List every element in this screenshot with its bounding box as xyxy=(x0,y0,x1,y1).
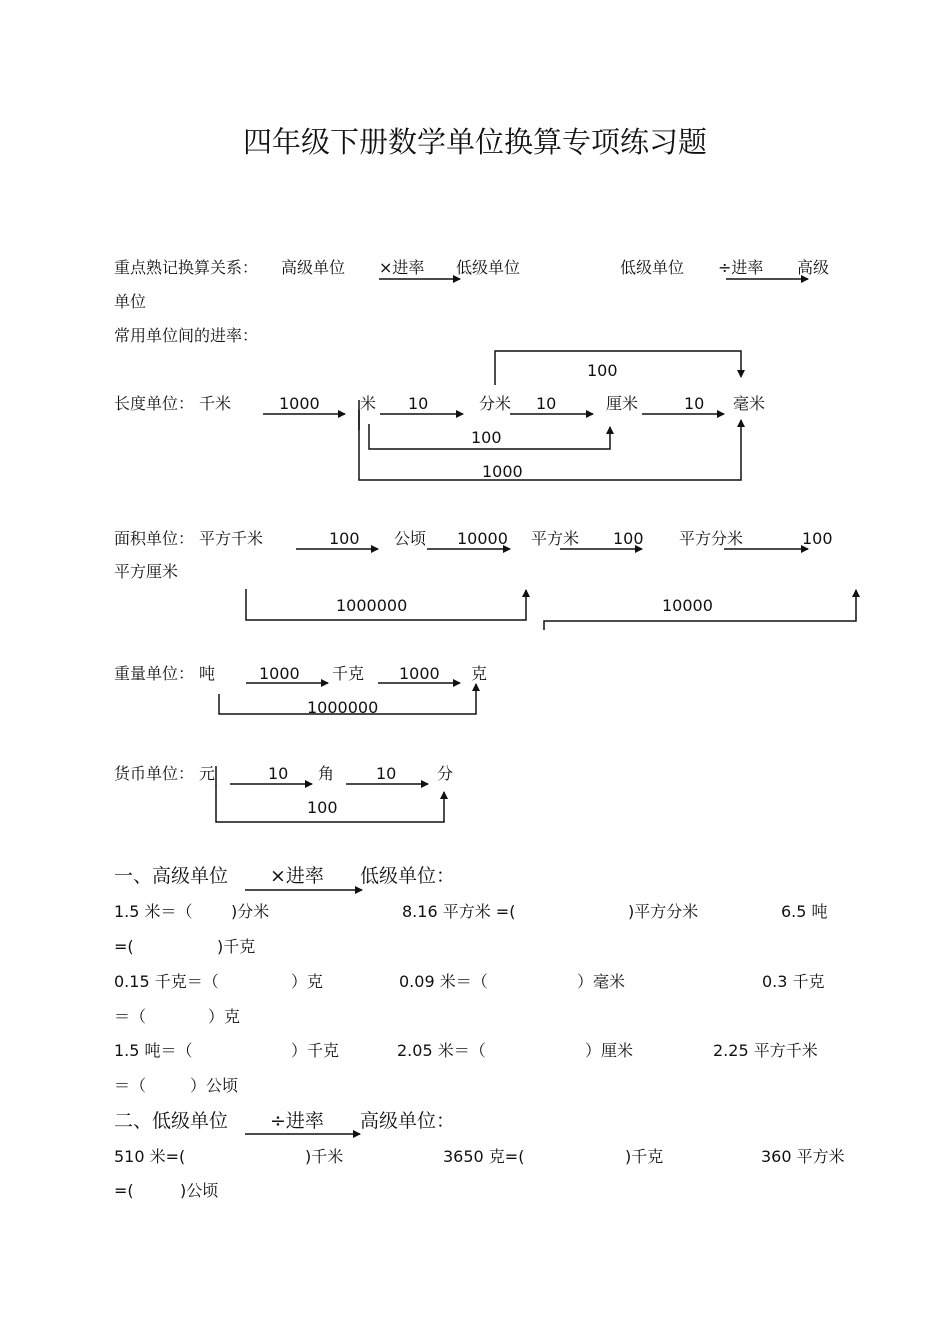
area-unit-hectare: 公顷 xyxy=(394,529,427,548)
area-unit-dm2: 平方分米 xyxy=(679,529,744,548)
money-rate-2: 10 xyxy=(376,764,397,783)
page-title: 四年级下册数学单位换算专项练习题 xyxy=(242,125,707,159)
question-text: 6.5 吨 xyxy=(781,902,828,921)
weight-span: 1000000 xyxy=(307,698,379,717)
question-text: )分米 xyxy=(231,902,270,921)
length-unit-km: 千米 xyxy=(199,394,232,413)
question-text: )千克 xyxy=(625,1147,664,1166)
area-rate-2: 10000 xyxy=(457,529,508,548)
question-text: ）克 xyxy=(208,1007,241,1026)
length-unit-cm: 厘米 xyxy=(606,394,639,413)
section1-heading-low: 低级单位： xyxy=(360,865,456,887)
intro-high-unit-2: 高级 xyxy=(797,258,830,277)
area-unit-m2: 平方米 xyxy=(531,529,580,548)
question-text: 0.3 千克 xyxy=(762,972,825,991)
question-text: )公顷 xyxy=(180,1181,219,1200)
area-label: 面积单位： xyxy=(114,529,195,548)
area-span-2: 10000 xyxy=(662,596,713,615)
question-text: 510 米=( xyxy=(114,1147,186,1166)
bracket-arrow-dm-mm xyxy=(495,351,741,385)
question-text: 1.5 米＝（ xyxy=(114,902,193,921)
intro-low-unit-2: 低级单位 xyxy=(620,258,685,277)
bracket-arrow-m-mm xyxy=(359,410,741,480)
intro-high-unit: 高级单位 xyxy=(281,258,346,277)
question-text: =( xyxy=(114,937,134,956)
area-rate-3: 100 xyxy=(613,529,644,548)
area-span-1: 1000000 xyxy=(336,596,408,615)
question-text: ）厘米 xyxy=(585,1041,634,1060)
area-rate-4: 100 xyxy=(802,529,833,548)
money-span: 100 xyxy=(307,798,338,817)
weight-label: 重量单位： xyxy=(114,664,195,683)
question-text: ）克 xyxy=(291,972,324,991)
intro-divide-rate: ÷进率 xyxy=(718,258,764,277)
money-rate-1: 10 xyxy=(268,764,289,783)
question-text: ＝（ xyxy=(114,1007,147,1026)
section1-heading-high: 一、高级单位 xyxy=(114,865,229,887)
question-text: 8.16 平方米 =( xyxy=(402,902,516,921)
section1-heading-op: ×进率 xyxy=(270,865,324,887)
weight-rate-2: 1000 xyxy=(399,664,440,683)
question-text: )千克 xyxy=(217,937,256,956)
question-text: ）毫米 xyxy=(577,972,626,991)
length-label: 长度单位： xyxy=(114,394,195,413)
money-unit-fen: 分 xyxy=(437,764,454,783)
length-rate-dm-cm: 10 xyxy=(536,394,557,413)
area-unit-km2: 平方千米 xyxy=(199,529,264,548)
bracket-arrow-m2-cm2 xyxy=(544,590,856,630)
length-rate-m-dm: 10 xyxy=(408,394,429,413)
question-text: ）千克 xyxy=(291,1041,340,1060)
length-unit-m: 米 xyxy=(360,394,377,413)
section2-heading-op: ÷进率 xyxy=(270,1110,324,1132)
rates-label: 常用单位间的进率： xyxy=(114,326,259,345)
question-text: ）公顷 xyxy=(190,1076,239,1095)
weight-unit-ton: 吨 xyxy=(199,664,216,683)
money-label: 货币单位： xyxy=(114,764,195,783)
area-rate-1: 100 xyxy=(329,529,360,548)
question-text: ＝（ xyxy=(114,1076,147,1095)
length-unit-mm: 毫米 xyxy=(733,394,766,413)
intro-low-unit: 低级单位 xyxy=(456,258,521,277)
weight-unit-g: 克 xyxy=(471,664,488,683)
length-span-dm-mm: 100 xyxy=(587,361,618,380)
question-text: 0.09 米＝（ xyxy=(399,972,488,991)
section2-heading-high: 高级单位： xyxy=(360,1110,456,1132)
question-text: 3650 克=( xyxy=(443,1147,525,1166)
intro-multiply-rate: ×进率 xyxy=(379,258,425,277)
question-text: =( xyxy=(114,1181,134,1200)
area-unit-cm2: 平方厘米 xyxy=(114,562,179,581)
weight-unit-kg: 千克 xyxy=(332,664,365,683)
question-text: 360 平方米 xyxy=(761,1147,845,1166)
question-text: 0.15 千克＝（ xyxy=(114,972,219,991)
question-text: 2.05 米＝（ xyxy=(397,1041,486,1060)
bracket-arrow-m-cm xyxy=(369,424,610,449)
length-rate-km-m: 1000 xyxy=(279,394,320,413)
question-text: )平方分米 xyxy=(628,902,699,921)
length-span-m-cm: 100 xyxy=(471,428,502,447)
intro-label: 重点熟记换算关系： xyxy=(114,258,259,277)
question-text: 2.25 平方千米 xyxy=(713,1041,818,1060)
bracket-arrow-ton-g xyxy=(219,684,476,717)
weight-rate-1: 1000 xyxy=(259,664,300,683)
bracket-arrow-km2-m2 xyxy=(246,589,526,620)
length-span-m-mm: 1000 xyxy=(482,462,523,481)
intro-high-unit-wrap: 单位 xyxy=(114,292,147,311)
bracket-arrow-yuan-fen xyxy=(216,785,444,822)
length-unit-dm: 分米 xyxy=(479,394,512,413)
money-unit-jiao: 角 xyxy=(318,764,335,783)
section2-heading-low: 二、低级单位 xyxy=(114,1110,229,1132)
question-text: )千米 xyxy=(305,1147,344,1166)
question-text: 1.5 吨＝（ xyxy=(114,1041,193,1060)
length-rate-cm-mm: 10 xyxy=(684,394,705,413)
money-unit-yuan: 元 xyxy=(199,764,216,783)
